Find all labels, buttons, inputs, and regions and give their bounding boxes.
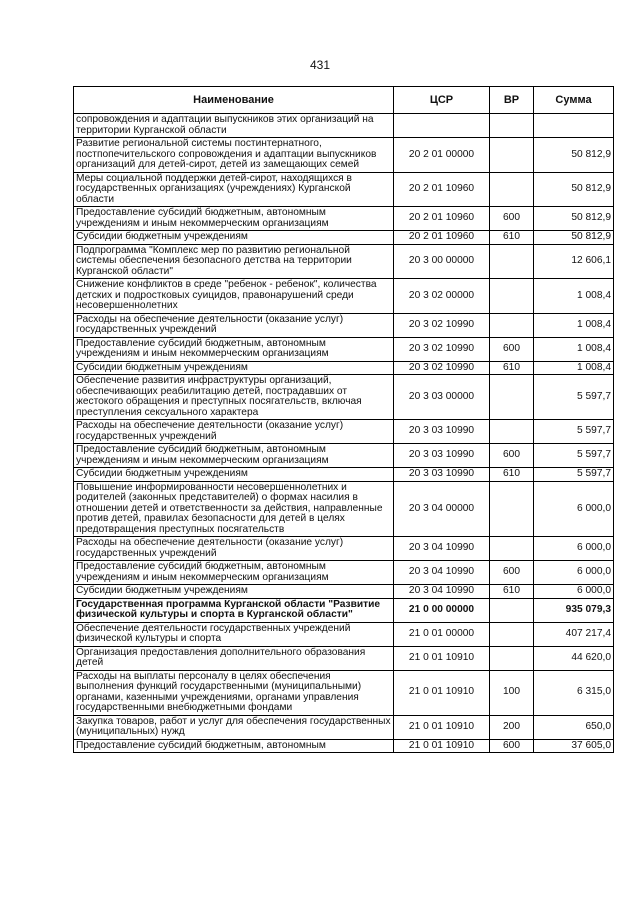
row-csr: 20 3 03 10990 (394, 468, 490, 482)
row-name: Субсидии бюджетным учреждениям (74, 585, 394, 599)
row-vr: 100 (490, 670, 534, 715)
table-row (74, 138, 614, 173)
row-sum: 5 597,7 (534, 444, 614, 468)
table-row (74, 561, 614, 585)
row-csr: 20 3 02 00000 (394, 279, 490, 314)
row-vr: 610 (490, 361, 534, 375)
row-csr: 20 3 03 10990 (394, 444, 490, 468)
row-name: Обеспечение развития инфраструктуры организаций, обеспечивающих реабилитацию детей, пострадавших от жестокого обращения и преступных посягательств, включая преступления сексуального характера (74, 375, 394, 420)
row-sum: 6 315,0 (534, 670, 614, 715)
table-row (74, 337, 614, 361)
row-name: Расходы на обеспечение деятельности (оказание услуг) государственных учреждений (74, 420, 394, 444)
row-csr: 20 3 02 10990 (394, 361, 490, 375)
table-row (74, 207, 614, 231)
row-name: Меры социальной поддержки детей-сирот, находящихся в государственных организациях (учреждениях) Курганской области (74, 172, 394, 207)
table-row (74, 279, 614, 314)
table-row (74, 622, 614, 646)
row-name: Снижение конфликтов в среде "ребенок - ребенок", количества детских и подростковых суицидов, правонарушений среди несовершеннолетних (74, 279, 394, 314)
row-name: Предоставление субсидий бюджетным, автономным учреждениям и иным некоммерческим организациям (74, 561, 394, 585)
table-row (74, 244, 614, 279)
table-row (74, 444, 614, 468)
row-csr: 20 3 04 10990 (394, 561, 490, 585)
row-vr: 610 (490, 585, 534, 599)
table-row (74, 361, 614, 375)
header-sum: Сумма (534, 87, 614, 114)
table-row (74, 646, 614, 670)
row-vr: 600 (490, 337, 534, 361)
row-sum: 44 620,0 (534, 646, 614, 670)
row-vr (490, 375, 534, 420)
row-vr: 610 (490, 231, 534, 245)
row-csr: 20 3 00 00000 (394, 244, 490, 279)
row-name: Расходы на обеспечение деятельности (оказание услуг) государственных учреждений (74, 537, 394, 561)
row-csr: 21 0 01 10910 (394, 646, 490, 670)
row-csr: 20 3 04 10990 (394, 537, 490, 561)
table-row (74, 598, 614, 622)
row-vr (490, 313, 534, 337)
row-sum: 407 217,4 (534, 622, 614, 646)
row-csr: 21 0 01 00000 (394, 622, 490, 646)
table-row (74, 172, 614, 207)
row-sum: 1 008,4 (534, 361, 614, 375)
table-row (74, 537, 614, 561)
row-name: Развитие региональной системы постинтернатного, постпопечительского сопровождения и адаптации выпускников организаций для детей-сирот, детей из замещающих семей (74, 138, 394, 173)
row-vr (490, 244, 534, 279)
table-header-row (74, 87, 614, 114)
row-sum: 1 008,4 (534, 337, 614, 361)
row-csr: 20 3 03 00000 (394, 375, 490, 420)
row-name: Предоставление субсидий бюджетным, автономным (74, 739, 394, 753)
row-name: Предоставление субсидий бюджетным, автономным учреждениям и иным некоммерческим организациям (74, 444, 394, 468)
row-name: Организация предоставления дополнительного образования детей (74, 646, 394, 670)
table-row (74, 670, 614, 715)
row-vr: 600 (490, 444, 534, 468)
row-sum: 1 008,4 (534, 279, 614, 314)
row-vr: 600 (490, 739, 534, 753)
table-row (74, 231, 614, 245)
row-sum: 5 597,7 (534, 468, 614, 482)
row-sum: 50 812,9 (534, 172, 614, 207)
row-csr: 20 2 01 10960 (394, 172, 490, 207)
row-vr (490, 537, 534, 561)
row-vr: 600 (490, 561, 534, 585)
budget-table (73, 86, 614, 753)
row-sum: 50 812,9 (534, 231, 614, 245)
page-number: 431 (309, 58, 331, 72)
row-csr: 20 2 01 00000 (394, 138, 490, 173)
row-sum (534, 114, 614, 138)
row-name: Подпрограмма "Комплекс мер по развитию региональной системы обеспечения безопасного детства на территории Курганской области" (74, 244, 394, 279)
row-sum: 12 606,1 (534, 244, 614, 279)
row-sum: 37 605,0 (534, 739, 614, 753)
row-csr: 20 3 02 10990 (394, 337, 490, 361)
table-row (74, 715, 614, 739)
row-vr (490, 420, 534, 444)
row-name: Предоставление субсидий бюджетным, автономным учреждениям и иным некоммерческим организациям (74, 207, 394, 231)
row-sum: 650,0 (534, 715, 614, 739)
table-body (74, 114, 614, 753)
row-name: Субсидии бюджетным учреждениям (74, 231, 394, 245)
row-csr: 20 3 04 00000 (394, 481, 490, 537)
row-vr (490, 646, 534, 670)
row-vr: 200 (490, 715, 534, 739)
row-vr (490, 622, 534, 646)
row-name: Обеспечение деятельности государственных учреждений физической культуры и спорта (74, 622, 394, 646)
row-vr (490, 279, 534, 314)
row-sum: 6 000,0 (534, 537, 614, 561)
table-row (74, 114, 614, 138)
row-sum: 50 812,9 (534, 138, 614, 173)
row-sum: 6 000,0 (534, 561, 614, 585)
row-name: Субсидии бюджетным учреждениям (74, 468, 394, 482)
row-sum: 5 597,7 (534, 375, 614, 420)
row-sum: 1 008,4 (534, 313, 614, 337)
row-name: Повышение информированности несовершеннолетних и родителей (законных представителей) о формах насилия в отношении детей и ответственности за действия, направленные против детей, правилах безопасности для детей в целях предотвращения преступных посягательств (74, 481, 394, 537)
table-row (74, 313, 614, 337)
row-vr (490, 138, 534, 173)
header-csr: ЦСР (394, 87, 490, 114)
row-vr (490, 172, 534, 207)
row-sum: 50 812,9 (534, 207, 614, 231)
row-csr: 20 2 01 10960 (394, 231, 490, 245)
row-csr: 20 2 01 10960 (394, 207, 490, 231)
row-name: Расходы на обеспечение деятельности (оказание услуг) государственных учреждений (74, 313, 394, 337)
table-row (74, 375, 614, 420)
table-row (74, 585, 614, 599)
table-row (74, 481, 614, 537)
row-vr (490, 481, 534, 537)
table-row (74, 420, 614, 444)
row-sum: 6 000,0 (534, 585, 614, 599)
row-name: Субсидии бюджетным учреждениям (74, 361, 394, 375)
row-csr: 21 0 01 10910 (394, 739, 490, 753)
row-csr: 21 0 01 10910 (394, 670, 490, 715)
row-sum: 935 079,3 (534, 598, 614, 622)
row-csr: 20 3 02 10990 (394, 313, 490, 337)
table-row (74, 739, 614, 753)
row-csr (394, 114, 490, 138)
row-sum: 5 597,7 (534, 420, 614, 444)
row-csr: 20 3 04 10990 (394, 585, 490, 599)
header-name: Наименование (74, 87, 394, 114)
row-vr (490, 598, 534, 622)
row-vr: 600 (490, 207, 534, 231)
row-name: Государственная программа Курганской области "Развитие физической культуры и спорта в Курганской области" (74, 598, 394, 622)
row-name: Расходы на выплаты персоналу в целях обеспечения выполнения функций государственными (муниципальными) органами, казенными учреждениями, органами управления государственными внебюджетными фондами (74, 670, 394, 715)
header-vr: ВР (490, 87, 534, 114)
table-row (74, 468, 614, 482)
row-vr: 610 (490, 468, 534, 482)
row-csr: 21 0 01 10910 (394, 715, 490, 739)
row-sum: 6 000,0 (534, 481, 614, 537)
row-name: Предоставление субсидий бюджетным, автономным учреждениям и иным некоммерческим организациям (74, 337, 394, 361)
row-name: Закупка товаров, работ и услуг для обеспечения государственных (муниципальных) нужд (74, 715, 394, 739)
row-vr (490, 114, 534, 138)
row-name: сопровождения и адаптации выпускников этих организаций на территории Курганской области (74, 114, 394, 138)
row-csr: 21 0 00 00000 (394, 598, 490, 622)
row-csr: 20 3 03 10990 (394, 420, 490, 444)
